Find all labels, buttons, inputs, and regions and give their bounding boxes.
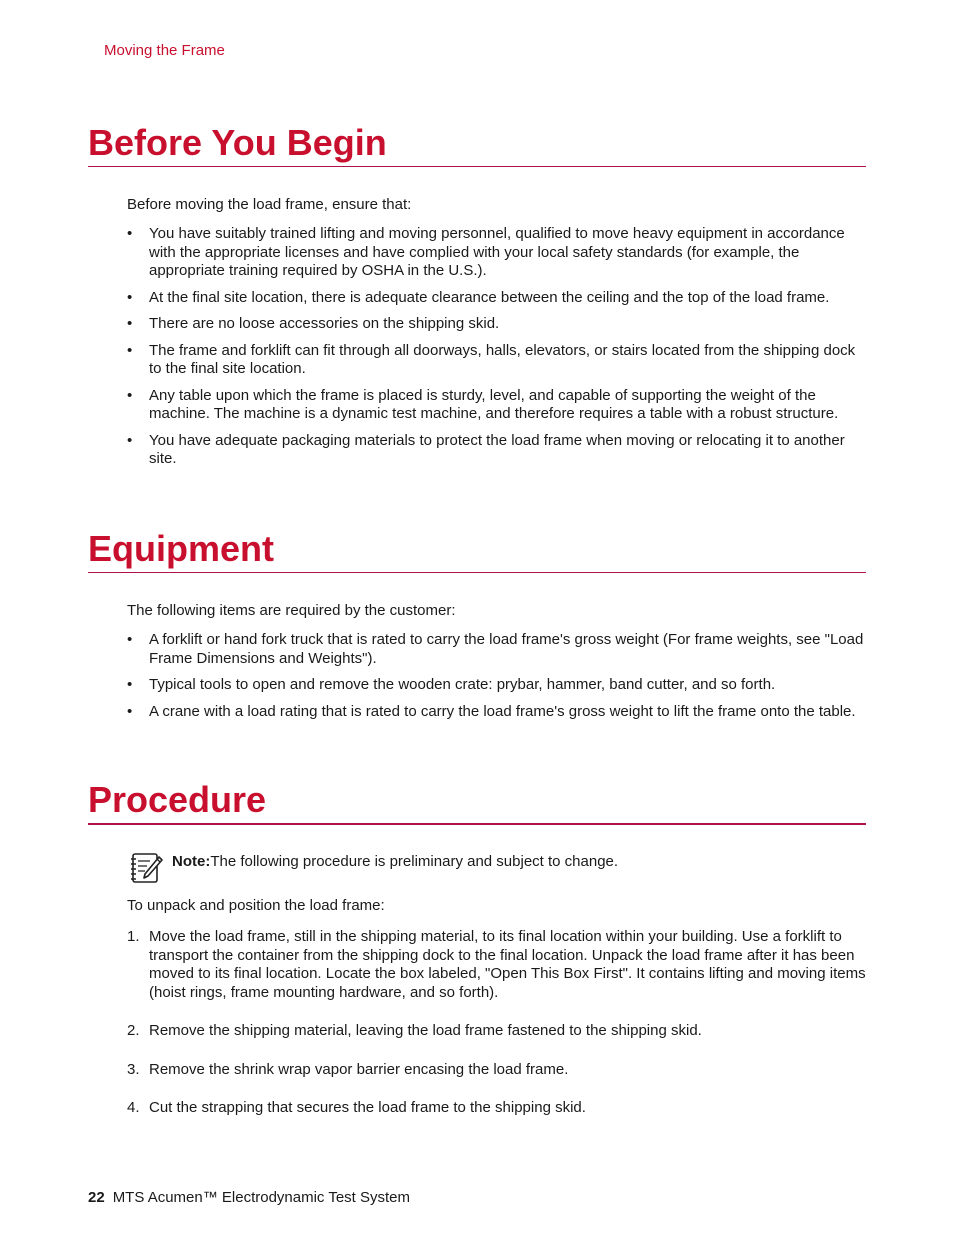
list-item: • A forklift or hand fork truck that is rated to carry the load frame's gross weight (For frame weights, see "Load Frame Dimensions and Weights"). xyxy=(127,631,864,667)
page-footer xyxy=(88,1189,410,1206)
bullet-marker: • xyxy=(127,386,133,404)
bullet-list xyxy=(88,631,866,721)
bullet-marker: • xyxy=(127,702,133,720)
section-rule xyxy=(88,823,866,825)
running-header: Moving the Frame xyxy=(104,42,225,59)
step-number: 4. xyxy=(127,1099,140,1116)
section-before-you-begin xyxy=(88,122,866,469)
bullet-marker: • xyxy=(127,631,133,648)
bullet-marker: • xyxy=(127,288,133,306)
bullet-marker: • xyxy=(127,676,133,693)
section-rule xyxy=(88,166,866,167)
note-pencil-icon xyxy=(128,849,164,887)
list-item: 3. Remove the shrink wrap vapor barrier encasing the load frame. xyxy=(127,1060,569,1078)
list-item: 1. Move the load frame, still in the shipping material, to its final location within your building. Use a forklift to transport the container from the shipping dock to the final location. Unpack the load frame after it has been moved to its final location. Locate the box labeled, "Open This Box First". It contains lifting and moving items (hoist rings, frame mounting hardware, and so forth). xyxy=(127,928,866,1001)
list-item: • Any table upon which the frame is placed is sturdy, level, and capable of supporting the weight of the machine. The machine is a dynamic test machine, and therefore requires a table with a robust structure. xyxy=(127,386,839,422)
section-intro: The following items are required by the customer: xyxy=(127,602,456,619)
bullet-marker: • xyxy=(127,315,133,332)
list-item: • A crane with a load rating that is rated to carry the load frame's gross weight to lift the frame onto the table. xyxy=(127,702,856,720)
bullet-list xyxy=(88,225,866,469)
list-item: • Typical tools to open and remove the wooden crate: prybar, hammer, band cutter, and so forth. xyxy=(127,676,776,693)
section-equipment xyxy=(88,528,866,721)
step-number: 1. xyxy=(127,928,140,945)
note-callout xyxy=(88,852,866,896)
note-label: Note: xyxy=(172,853,211,870)
list-item: • At the final site location, there is adequate clearance between the ceiling and the top of the load frame. xyxy=(127,288,830,306)
step-number: 3. xyxy=(127,1060,140,1078)
footer-doc-title: MTS Acumen™ Electrodynamic Test System xyxy=(112,1189,411,1206)
note-text: The following procedure is preliminary and subject to change. xyxy=(210,853,619,870)
section-intro: To unpack and position the load frame: xyxy=(127,897,385,914)
section-title: Before You Begin xyxy=(88,122,387,163)
page-number: 22 xyxy=(88,1189,105,1206)
bullet-marker: • xyxy=(127,341,133,359)
bullet-marker: • xyxy=(127,431,133,449)
list-item: • You have adequate packaging materials to protect the load frame when moving or relocating it to another site. xyxy=(127,431,845,467)
section-title: Equipment xyxy=(88,528,274,569)
section-rule xyxy=(88,572,866,573)
list-item: • The frame and forklift can fit through all doorways, halls, elevators, or stairs located from the shipping dock to the final site location. xyxy=(127,341,856,377)
list-item: • You have suitably trained lifting and moving personnel, qualified to move heavy equipment in accordance with the appropriate licenses and have complied with your local safety standards (for example, the appropriate training required by OSHA in the U.S.). xyxy=(127,225,845,279)
list-item: • There are no loose accessories on the shipping skid. xyxy=(127,315,500,332)
section-procedure xyxy=(88,779,866,1118)
section-title: Procedure xyxy=(88,779,267,820)
list-item: 2. Remove the shipping material, leaving the load frame fastened to the shipping skid. xyxy=(127,1022,702,1039)
bullet-marker: • xyxy=(127,225,133,242)
section-intro: Before moving the load frame, ensure that: xyxy=(127,196,412,213)
list-item: 4. Cut the strapping that secures the load frame to the shipping skid. xyxy=(127,1099,586,1116)
numbered-list xyxy=(88,928,866,1118)
step-number: 2. xyxy=(127,1022,140,1039)
